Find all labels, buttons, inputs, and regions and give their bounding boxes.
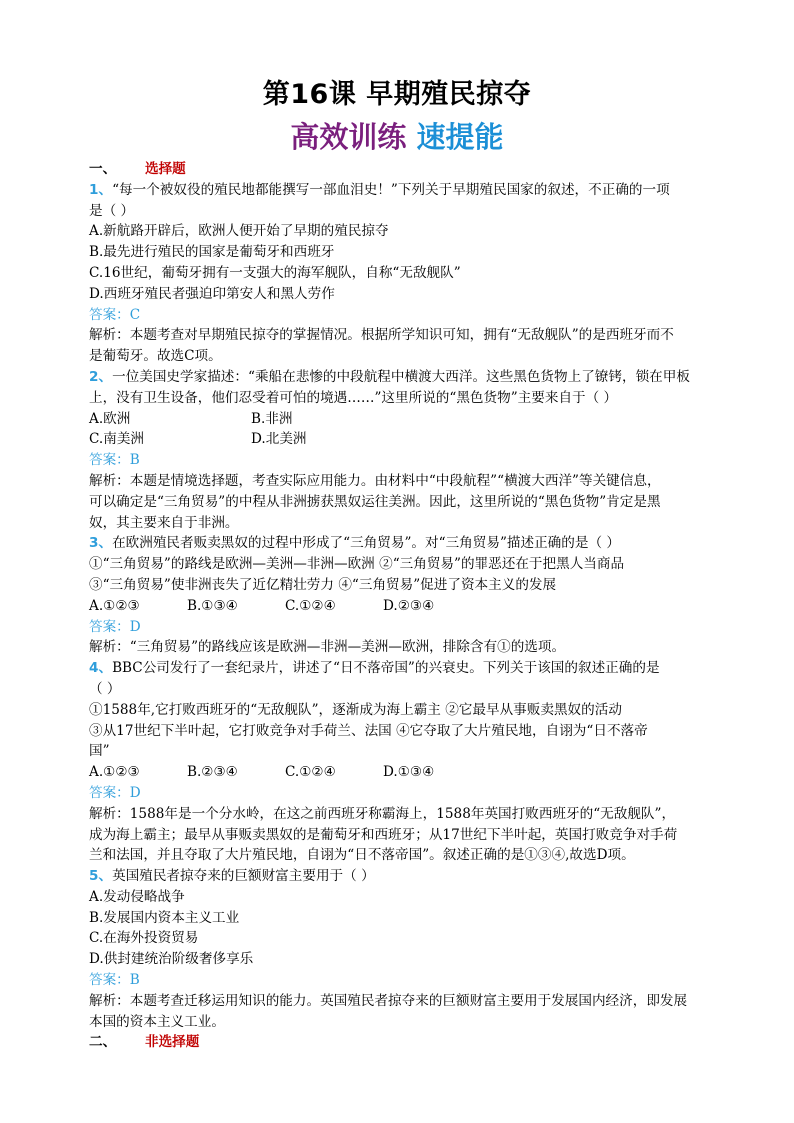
analysis-line: 成为海上霸主；最早从事贩卖黑奴的是葡萄牙和西班牙；从17世纪下半叶起，英国打败竞争对手荷: [89, 826, 678, 843]
option: A.新航路开辟后，欧洲人便开始了早期的殖民掠夺: [89, 223, 389, 240]
answer-value: C: [129, 306, 141, 323]
option: D.供封建统治阶级奢侈享乐: [89, 951, 254, 968]
question-stem-line: 上，没有卫生设备，他们忍受着可怕的境遇……”这里所说的“黑色货物”主要来自于（ ）: [89, 389, 618, 406]
lesson-title: 第16课 早期殖民掠夺: [262, 79, 532, 110]
question-1: [89, 180, 707, 367]
option: A.①②③: [89, 764, 140, 781]
question-4: [89, 658, 707, 866]
subtitle-part1: 高效训练: [290, 120, 407, 154]
question-number: 2、: [89, 368, 113, 385]
answer-label: 答案：: [89, 452, 130, 469]
answer-label: 答案：: [89, 618, 130, 635]
answer-label: 答案：: [89, 784, 130, 801]
analysis-line: 是葡萄牙。故选C项。: [89, 348, 222, 365]
analysis-line: [89, 804, 707, 825]
section-heading-choice: [89, 159, 707, 180]
question-2: [89, 367, 707, 533]
option: D.①③④: [383, 764, 435, 781]
option-row: [89, 409, 707, 430]
option: D.西班牙殖民者强迫印第安人和黑人劳作: [89, 285, 335, 302]
stem-text: 英国殖民者掠夺来的巨额财富主要用于（ ）: [112, 868, 375, 885]
option: A.①②③: [89, 597, 140, 614]
question-number: 4、: [89, 660, 113, 677]
section-heading-nonchoice: [89, 1032, 707, 1053]
analysis-line: [89, 991, 707, 1012]
answer-label: 答案：: [89, 306, 130, 323]
analysis-line: [89, 325, 707, 346]
question-stem-line: （ ）: [89, 680, 121, 697]
option: C.16世纪，葡萄牙拥有一支强大的海军舰队，自称“无敌舰队”: [89, 264, 461, 281]
option: A.欧洲: [89, 410, 131, 427]
answer-line: [89, 305, 707, 326]
option-row: [89, 429, 707, 450]
question-stem-line: 是（ ）: [89, 202, 135, 219]
option: B.最先进行殖民的国家是葡萄牙和西班牙: [89, 244, 335, 261]
answer-line: [89, 970, 707, 991]
analysis-text: 1588年是一个分水岭，在这之前西班牙称霸海上，1588年英国打败西班牙的“无敌舰队”，: [129, 805, 676, 822]
analysis-line: [89, 637, 707, 658]
option: B.①③④: [187, 597, 238, 614]
option: B.②③④: [187, 764, 238, 781]
question-stem-line: [89, 533, 707, 554]
option: C.在海外投资贸易: [89, 930, 199, 947]
stem-text: 在欧洲殖民者贩卖黑奴的过程中形成了“三角贸易”。对“三角贸易”描述正确的是（ ）: [112, 535, 620, 552]
analysis-line: 本国的资本主义工业。: [89, 1013, 225, 1030]
question-3: [89, 533, 707, 658]
option-row: [89, 762, 707, 783]
answer-value: D: [129, 784, 141, 801]
stem-text: 一位美国史学家描述：“乘船在悲惨的中段航程中横渡大西洋。这些黑色货物上了镣铐，锁在甲板: [112, 368, 690, 385]
analysis-line: 可以确定是“三角贸易”的中程从非洲掳获黑奴运往美洲。因此，这里所说的“黑色货物”肯定是黑: [89, 493, 661, 510]
answer-value: B: [129, 452, 140, 469]
statement-line: ③“三角贸易”使非洲丧失了近亿精壮劳力 ④“三角贸易”促进了资本主义的发展: [89, 576, 557, 593]
subtitle: [0, 118, 794, 156]
subtitle-part2: 速提能: [416, 120, 504, 154]
analysis-line: [89, 471, 707, 492]
statement-line: ③从17世纪下半叶起，它打败竞争对手荷兰、法国 ④它夺取了大片殖民地，自诩为“日不落帝: [89, 722, 648, 739]
analysis-label: 解析：: [89, 992, 130, 1009]
stem-text: “每一个被奴役的殖民地都能撰写一部血泪史！”下列关于早期殖民国家的叙述，不正确的一项: [112, 181, 670, 198]
question-stem-line: [89, 658, 707, 679]
option-row: [89, 596, 707, 617]
section-label: 非选择题: [145, 1034, 200, 1051]
question-number: 1、: [89, 181, 113, 198]
question-stem-line: [89, 367, 707, 388]
statement-line: 国”: [89, 743, 110, 760]
section-number: 二、: [89, 1034, 117, 1051]
option: C.①②④: [285, 764, 336, 781]
answer-line: [89, 783, 707, 804]
answer-line: [89, 450, 707, 471]
analysis-text: “三角贸易”的路线应该是欧洲—非洲—美洲—欧洲，排除含有①的选项。: [129, 639, 566, 656]
analysis-label: 解析：: [89, 472, 130, 489]
analysis-label: 解析：: [89, 327, 130, 344]
stem-text: BBC公司发行了一套纪录片，讲述了“日不落帝国”的兴衰史。下列关于该国的叙述正确的是: [112, 660, 660, 677]
option: B.发展国内资本主义工业: [89, 909, 240, 926]
answer-value: B: [129, 972, 140, 989]
analysis-label: 解析：: [89, 805, 130, 822]
question-stem-line: [89, 180, 707, 201]
analysis-label: 解析：: [89, 639, 130, 656]
answer-value: D: [129, 618, 141, 635]
analysis-text: 本题考查迁移运用知识的能力。英国殖民者掠夺来的巨额财富主要用于发展国内经济，即发展: [129, 992, 688, 1009]
question-number: 3、: [89, 535, 113, 552]
statement-line: ①1588年,它打败西班牙的“无敌舰队”，逐渐成为海上霸主 ②它最早从事贩卖黑奴的活动: [89, 701, 622, 718]
analysis-line: 兰和法国，并且夺取了大片殖民地，自诩为“日不落帝国”。叙述正确的是①③④,故选D项。: [89, 847, 635, 864]
section-label: 选择题: [145, 161, 186, 177]
question-number: 5、: [89, 868, 113, 885]
option: C.南美洲: [89, 431, 145, 448]
question-stem-line: [89, 866, 707, 887]
option: D.北美洲: [251, 431, 307, 448]
answer-label: 答案：: [89, 972, 130, 989]
option: C.①②④: [285, 597, 336, 614]
section-number: 一、: [89, 161, 117, 177]
analysis-text: 本题是情境选择题，考查实际应用能力。由材料中“中段航程”“横渡大西洋”等关键信息，: [129, 472, 661, 489]
answer-line: [89, 617, 707, 638]
option: D.②③④: [383, 597, 435, 614]
option: B.非洲: [251, 410, 293, 427]
exercise-content: [89, 159, 707, 1053]
analysis-line: 奴，其主要来自于非洲。: [89, 514, 239, 531]
option: A.发动侵略战争: [89, 888, 185, 905]
analysis-text: 本题考查对早期殖民掠夺的掌握情况。根据所学知识可知，拥有“无敌舰队”的是西班牙而不: [129, 327, 674, 344]
statement-line: ①“三角贸易”的路线是欧洲—美洲—非洲—欧洲 ②“三角贸易”的罪恶还在于把黑人当商品: [89, 556, 625, 573]
question-5: [89, 866, 707, 1032]
